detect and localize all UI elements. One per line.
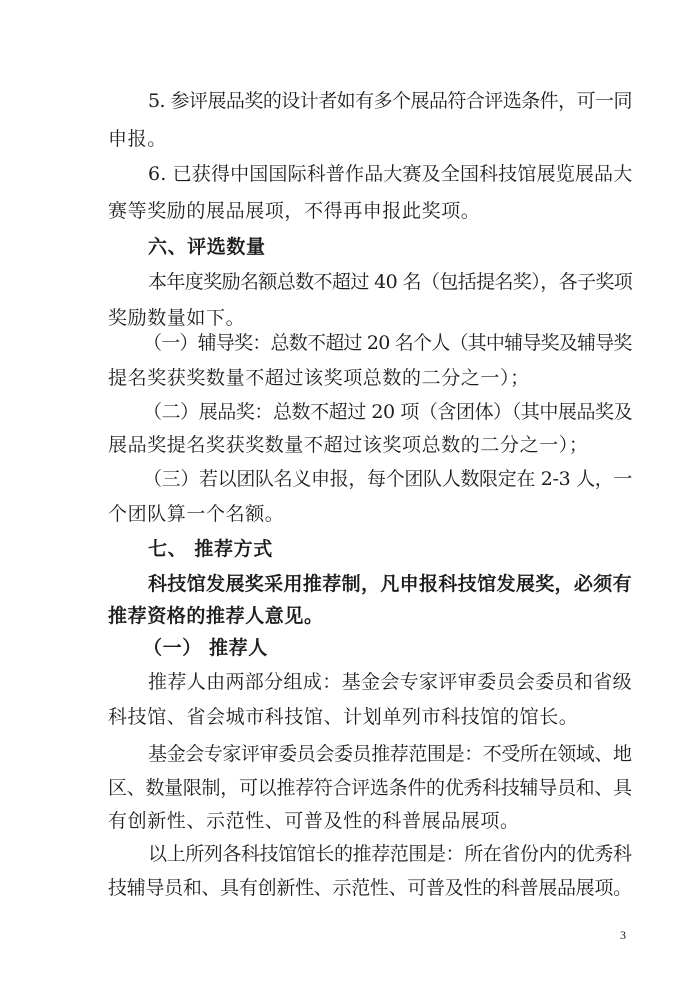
text-line: 本年度奖励名额总数不超过 40 名（包括提名奖），各子奖项: [148, 271, 633, 293]
page-number: 3: [620, 928, 626, 942]
text-line: 有创新性、示范性、可普及性的科普展品展项。: [108, 810, 520, 832]
subheading-recommender: （一） 推荐人: [143, 637, 268, 659]
text-line-item-6: 6. 已获得中国国际科普作品大赛及全国科技馆展览展品大: [148, 163, 633, 185]
text-line: 技辅导员和、具有创新性、示范性、可普及性的科普展品展项。: [108, 877, 632, 899]
text-line: 区、数量限制，可以推荐符合评选条件的优秀科技辅导员和、具: [108, 777, 632, 799]
text-line-item-5: 5. 参评展品奖的设计者如有多个展品符合评选条件，可一同: [148, 90, 632, 112]
text-line: 基金会专家评审委员会委员推荐范围是：不受所在领域、地: [148, 743, 632, 765]
text-line: 赛等奖励的展品展项，不得再申报此奖项。: [108, 200, 481, 222]
text-line: 推荐人由两部分组成：基金会专家评审委员会委员和省级: [148, 671, 633, 693]
bold-text-line: 科技馆发展奖采用推荐制，凡申报科技馆发展奖，必须有: [148, 573, 633, 595]
text-line: 提名奖获奖数量不超过该奖项总数的二分之一）；: [108, 367, 530, 389]
text-line-exhibit-award: （二）展品奖：总数不超过 20 项（含团体）（其中展品奖及: [143, 401, 633, 423]
text-line: 科技馆、省会城市科技馆、计划单列市科技馆的馆长。: [108, 706, 579, 728]
section-heading-selection-quantity: 六、评选数量: [148, 236, 266, 258]
text-line-team-rule: （三）若以团队名义申报，每个团队人数限定在 2-3 人，一: [143, 468, 633, 490]
text-line: 奖励数量如下。: [108, 307, 246, 329]
text-line: 展品奖提名奖获奖数量不超过该奖项总数的二分之一）；: [108, 434, 589, 456]
text-line-tutor-award: （一）辅导奖：总数不超过 20 名个人（其中辅导奖及辅导奖: [143, 332, 632, 354]
bold-text-line: 推荐资格的推荐人意见。: [108, 605, 324, 627]
text-line: 以上所列各科技馆馆长的推荐范围是：所在省份内的优秀科: [148, 843, 632, 865]
text-line: 申报。: [108, 128, 167, 150]
text-line: 个团队算一个名额。: [108, 503, 285, 525]
section-heading-recommendation-method: 七、 推荐方式: [148, 538, 273, 560]
